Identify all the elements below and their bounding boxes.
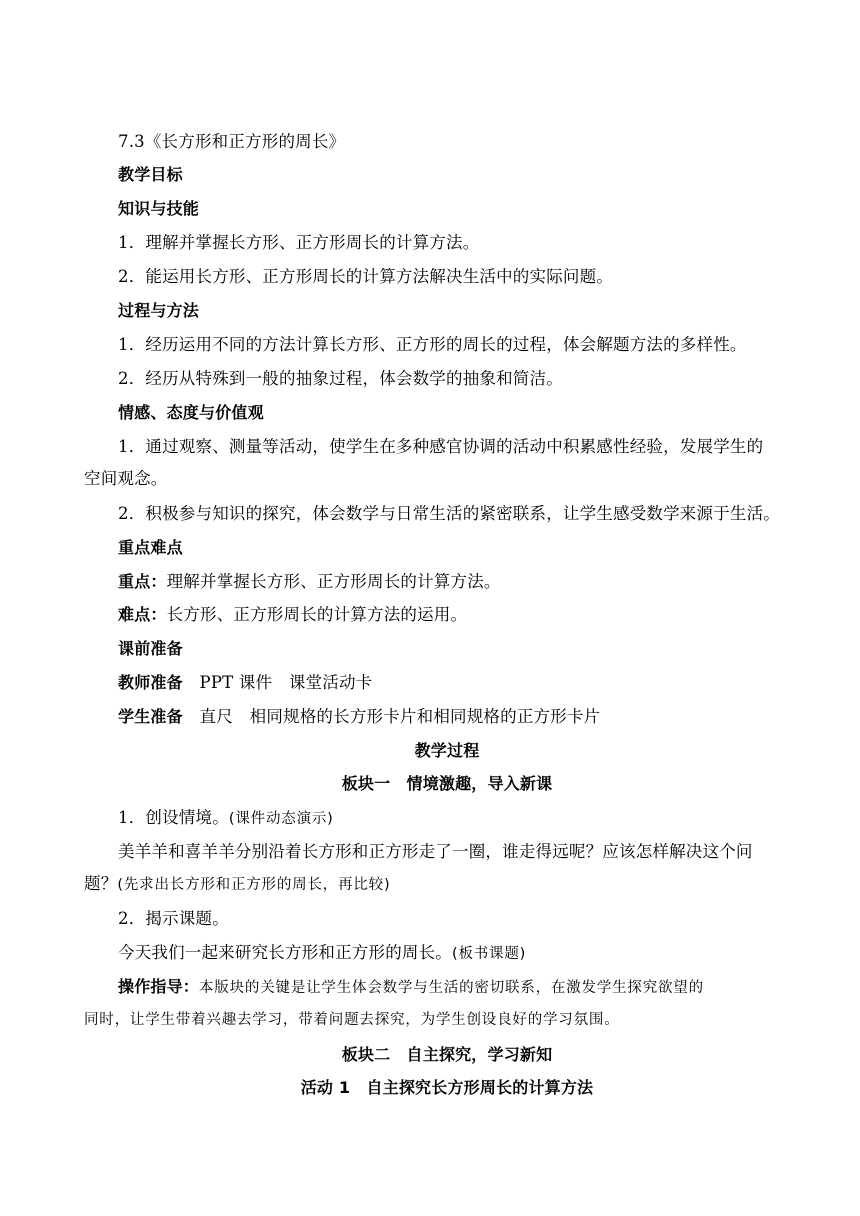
paragraph-1-note: (先求出长方形和正方形的周长，再比较): [117, 877, 391, 893]
block-1-paragraph-1-line-1: 美羊羊和喜羊羊分别沿着长方形和正方形走了一圈，谁走得远呢？应该怎样解决这个问: [118, 842, 753, 861]
attitude-item-1-line-2: 空间观念。: [84, 469, 168, 488]
teacher-prep-label: 教师准备: [118, 673, 183, 692]
student-prep-label: 学生准备: [118, 707, 183, 726]
key-point-label: 重点：: [118, 572, 167, 591]
operation-guide-line-2: 同时，让学生带着兴趣去学习，带着问题去探究，为学生创设良好的学习氛围。: [84, 1012, 620, 1028]
knowledge-item-1: 1．理解并掌握长方形、正方形周长的计算方法。: [118, 233, 480, 252]
attitude-item-2: 2．积极参与知识的探究，体会数学与日常生活的紧密联系，让学生感受数学来源于生活。: [118, 504, 780, 523]
operation-guide-text-1: 本版块的关键是让学生体会数学与生活的密切联系，在激发学生探究欲望的: [199, 980, 704, 996]
attitude-heading: 情感、态度与价值观: [118, 403, 264, 422]
student-prep-text: 直尺 相同规格的长方形卡片和相同规格的正方形卡片: [199, 707, 601, 726]
difficult-point-text: 长方形、正方形周长的计算方法的运用。: [166, 605, 468, 624]
paragraph-1-end-text: 题？: [84, 874, 118, 893]
step-1-note: (课件动态演示): [228, 811, 334, 827]
block-1-paragraph-1-line-2: [84, 874, 784, 895]
paragraph-2-text: 今天我们一起来研究长方形和正方形的周长。: [118, 943, 452, 962]
key-point-text: 理解并掌握长方形、正方形周长的计算方法。: [166, 572, 501, 591]
attitude-item-1-line-1: 1．通过观察、测量等活动，使学生在多种感官协调的活动中积累感性经验，发展学生的: [118, 437, 764, 456]
block-1-step-2: 2．揭示课题。: [118, 909, 229, 928]
block-2-heading: 板块二 自主探究，学习新知: [341, 1045, 553, 1064]
difficult-point-label: 难点：: [118, 605, 167, 624]
operation-guide-label: 操作指导：: [118, 977, 200, 996]
process-item-2: 2．经历从特殊到一般的抽象过程，体会数学的抽象和简洁。: [118, 369, 563, 388]
step-1-text: 1．创设情境。: [118, 808, 229, 827]
paragraph-2-note: (板书课题): [452, 946, 527, 962]
teacher-prep-text: PPT 课件 课堂活动卡: [199, 673, 373, 692]
teacher-prep: [118, 673, 818, 693]
process-method-heading: 过程与方法: [118, 301, 200, 320]
knowledge-heading: 知识与技能: [118, 199, 200, 218]
difficult-point: [118, 605, 818, 625]
knowledge-item-2: 2．能运用长方形、正方形周长的计算方法解决生活中的实际问题。: [118, 267, 613, 286]
key-point: [118, 572, 818, 592]
block-1-paragraph-2: [118, 943, 818, 964]
activity-1-heading: 活动 1 自主探究长方形周长的计算方法: [300, 1078, 594, 1097]
teaching-process-heading: 教学过程: [414, 741, 480, 760]
objectives-heading: 教学目标: [118, 165, 183, 184]
process-item-1: 1．经历运用不同的方法计算长方形、正方形的周长的过程，体会解题方法的多样性。: [118, 335, 747, 354]
keypoints-heading: 重点难点: [118, 538, 183, 557]
block-1-step-1: [118, 808, 818, 829]
student-prep: [118, 707, 818, 727]
block-1-heading: 板块一 情境激趣，导入新课: [341, 774, 553, 793]
operation-guide-line-1: [118, 977, 818, 998]
document-title: 7.3《长方形和正方形的周长》: [118, 132, 346, 151]
prep-heading: 课前准备: [118, 639, 183, 658]
